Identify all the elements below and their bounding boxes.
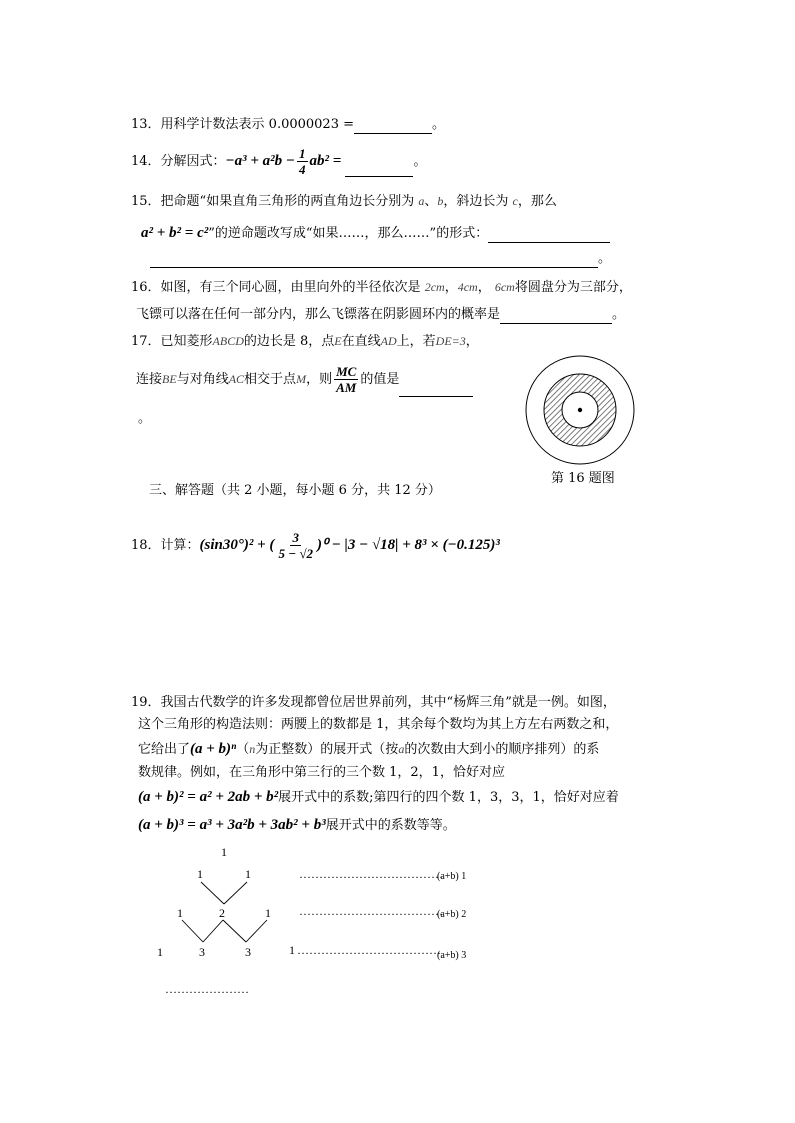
question-16-line1 xyxy=(131,278,632,297)
q18-frac-num: 3 xyxy=(292,530,299,545)
triangle-row2-3: 1 xyxy=(265,906,271,920)
q17-answer-blank[interactable] xyxy=(399,382,473,397)
q19-line6-text: 展开式中的系数等等。 xyxy=(325,818,456,833)
triangle-row2-1: 1 xyxy=(177,906,183,920)
q17-line2-e: 的值是 xyxy=(360,372,400,387)
q19-line3-b: （ xyxy=(236,742,250,757)
q13-text: 13．用科学计数法表示 0.0000023 = xyxy=(131,117,354,132)
q19-line3-expr: (a + b)ⁿ xyxy=(190,741,237,757)
q19-line5-expr: (a + b)² = a² + 2ab + b² xyxy=(138,789,279,805)
q17-line1-d: 上，若 xyxy=(396,334,436,349)
q14-end: 。 xyxy=(413,154,427,169)
connector-r2-c xyxy=(223,920,246,942)
q17-line2-c: 相交于点 xyxy=(244,372,297,387)
center-dot xyxy=(578,408,582,412)
q16-line2-text: 飞镖可以落在任何一部分内，那么飞镖落在阴影圆环内的概率是 xyxy=(136,307,501,322)
q14-answer-blank[interactable] xyxy=(345,162,413,177)
triangle-connector-lines xyxy=(170,876,280,948)
q19-line3-a-var: a xyxy=(398,742,405,756)
q17-abcd: ABCD xyxy=(212,334,244,348)
q16-radius-3: 6cm xyxy=(494,280,515,294)
q17-point-m: M xyxy=(296,372,307,386)
triangle-label-row2: (a+b) 2 xyxy=(437,909,467,920)
q17-line1-b: 的边长是 8，点 xyxy=(243,334,335,349)
triangle-row3-2: 3 xyxy=(199,945,205,959)
triangle-row3-3: 3 xyxy=(245,945,251,959)
q19-line5 xyxy=(138,788,619,807)
question-16-line2 xyxy=(136,306,625,324)
q17-be: BE xyxy=(162,372,177,386)
q15-var-b: b xyxy=(437,194,444,208)
q19-line6-expr: (a + b)³ = a³ + 3a²b + 3ab² + b³ xyxy=(138,817,326,833)
q15-line2-text: ”的逆命题改写成“如果……，那么……”的形式： xyxy=(208,226,489,241)
question-15-line1 xyxy=(131,192,557,211)
question-13 xyxy=(131,116,445,134)
q14-frac-num: 1 xyxy=(299,146,306,161)
q18-fraction xyxy=(276,530,315,561)
triangle-dots-row3: ……………………………… xyxy=(297,943,441,957)
q19-line3-c: 为正整数）的展开式（按 xyxy=(255,742,399,757)
q14-expr-b: ab² = xyxy=(309,153,342,169)
triangle-dots-row4: ………………… xyxy=(165,982,249,996)
q17-frac-den: AM xyxy=(336,380,357,395)
question-17-line2 xyxy=(136,362,473,397)
triangle-row3-1: 1 xyxy=(157,945,163,959)
q17-line2-a: 连接 xyxy=(136,372,163,387)
q17-end: 。 xyxy=(138,411,152,426)
q16-radius-2: 4cm xyxy=(457,280,478,294)
q17-line1-c: 在直线 xyxy=(341,334,381,349)
q19-line3-a: 它给出了 xyxy=(138,742,191,757)
q15-answer-blank-2[interactable] xyxy=(150,253,598,268)
q13-end: 。 xyxy=(432,117,446,132)
q16-line1-a: 16．如图，有三个同心圆，由里向外的半径依次是 xyxy=(131,280,421,295)
q19-line1: 19．我国古代数学的许多发现都曾位居世界前列，其中“杨辉三角”就是一例。如图， xyxy=(131,695,616,710)
q17-line1-a: 17．已知菱形 xyxy=(131,334,213,349)
q15-tail-text: ，那么 xyxy=(517,194,557,209)
q19-line6 xyxy=(138,816,456,835)
section-3-heading: 三、解答题（共 2 小题，每小题 6 分，共 12 分） xyxy=(149,483,441,498)
connector-r2-a xyxy=(182,920,203,942)
connector-r2-d xyxy=(246,920,267,942)
q15-var-c: c xyxy=(512,194,518,208)
q19-line5-text: 展开式中的系数;第四行的四个数 1，3，3，1，恰好对应着 xyxy=(278,790,619,805)
question-18 xyxy=(131,526,500,565)
q18-expr-b: )⁰ − |3 − √18| + 8³ × (−0.125)³ xyxy=(316,537,500,553)
q18-frac-den: 5 − √2 xyxy=(278,546,313,561)
triangle-row2-2: 2 xyxy=(219,906,225,920)
q17-ad: AD xyxy=(380,334,397,348)
q14-text: 14．分解因式： xyxy=(131,154,226,169)
connector-r1-right xyxy=(224,882,247,904)
q16-answer-blank[interactable] xyxy=(500,309,612,324)
q15-var-a: a xyxy=(418,194,425,208)
q16-line1-b: 将圆盘分为三部分， xyxy=(514,280,632,295)
q15-line1-text: 15．把命题“如果直角三角形的两直角边长分别为 xyxy=(131,194,415,209)
q15-mid-text: ，斜边长为 xyxy=(443,194,509,209)
question-14 xyxy=(131,146,426,177)
triangle-dots-row2: ……………………………… xyxy=(299,904,443,918)
q16-end: 。 xyxy=(612,307,626,322)
q15-answer-blank-1[interactable] xyxy=(488,228,610,243)
q19-line3-d: 的次数由大到小的顺序排列）的系 xyxy=(404,742,600,757)
triangle-row1-2: 1 xyxy=(245,867,251,881)
triangle-label-row1: (a+b) 1 xyxy=(437,871,467,882)
question-15-line3 xyxy=(150,250,611,268)
triangle-row1-1: 1 xyxy=(197,867,203,881)
triangle-dots-row1: ……………………………… xyxy=(299,867,443,881)
q17-de: DE=3 xyxy=(435,334,466,348)
q16-sep2: ， xyxy=(477,280,491,295)
connector-r1-left xyxy=(201,882,224,904)
q19-line3 xyxy=(138,740,599,759)
q14-fraction xyxy=(297,146,308,177)
question-17-line1 xyxy=(131,332,479,351)
q15-sep1: 、 xyxy=(424,194,438,209)
q17-fraction xyxy=(334,364,358,395)
q14-frac-den: 4 xyxy=(299,162,306,177)
triangle-row0-1: 1 xyxy=(221,845,227,859)
q19-line2: 这个三角形的构造法则：两腰上的数都是 1，其余每个数均为其上方左右两数之和， xyxy=(138,717,619,732)
question-15-line2 xyxy=(141,224,610,243)
q17-ac: AC xyxy=(228,372,245,386)
connector-r2-b xyxy=(203,920,223,942)
q17-frac-num: MC xyxy=(336,364,357,379)
triangle-row3-4: 1 xyxy=(289,943,295,957)
q15-end: 。 xyxy=(598,251,612,266)
q17-line2-b: 与对角线 xyxy=(176,372,229,387)
q18-expr-a: (sin30°)² + ( xyxy=(199,537,275,553)
q19-line4: 数规律。例如，在三角形中第三行的三个数 1，2，1，恰好对应 xyxy=(138,765,505,780)
q13-answer-blank[interactable] xyxy=(354,119,432,134)
figure-16-caption: 第 16 题图 xyxy=(551,471,615,486)
q14-expr-a: −a³ + a²b − xyxy=(225,153,296,169)
q16-sep1: ， xyxy=(444,280,458,295)
q17-line1-e: ， xyxy=(465,334,479,349)
triangle-label-row3: (a+b) 3 xyxy=(437,950,467,961)
q18-text: 18．计算： xyxy=(131,538,200,553)
figure-16-concentric-circles xyxy=(522,352,638,468)
q19-line3-n: n xyxy=(249,742,256,756)
q15-expression: a² + b² = c² xyxy=(141,225,209,241)
q17-point-e: E xyxy=(334,334,342,348)
q17-line2-d: ，则 xyxy=(306,372,333,387)
q16-radius-1: 2cm xyxy=(424,280,445,294)
